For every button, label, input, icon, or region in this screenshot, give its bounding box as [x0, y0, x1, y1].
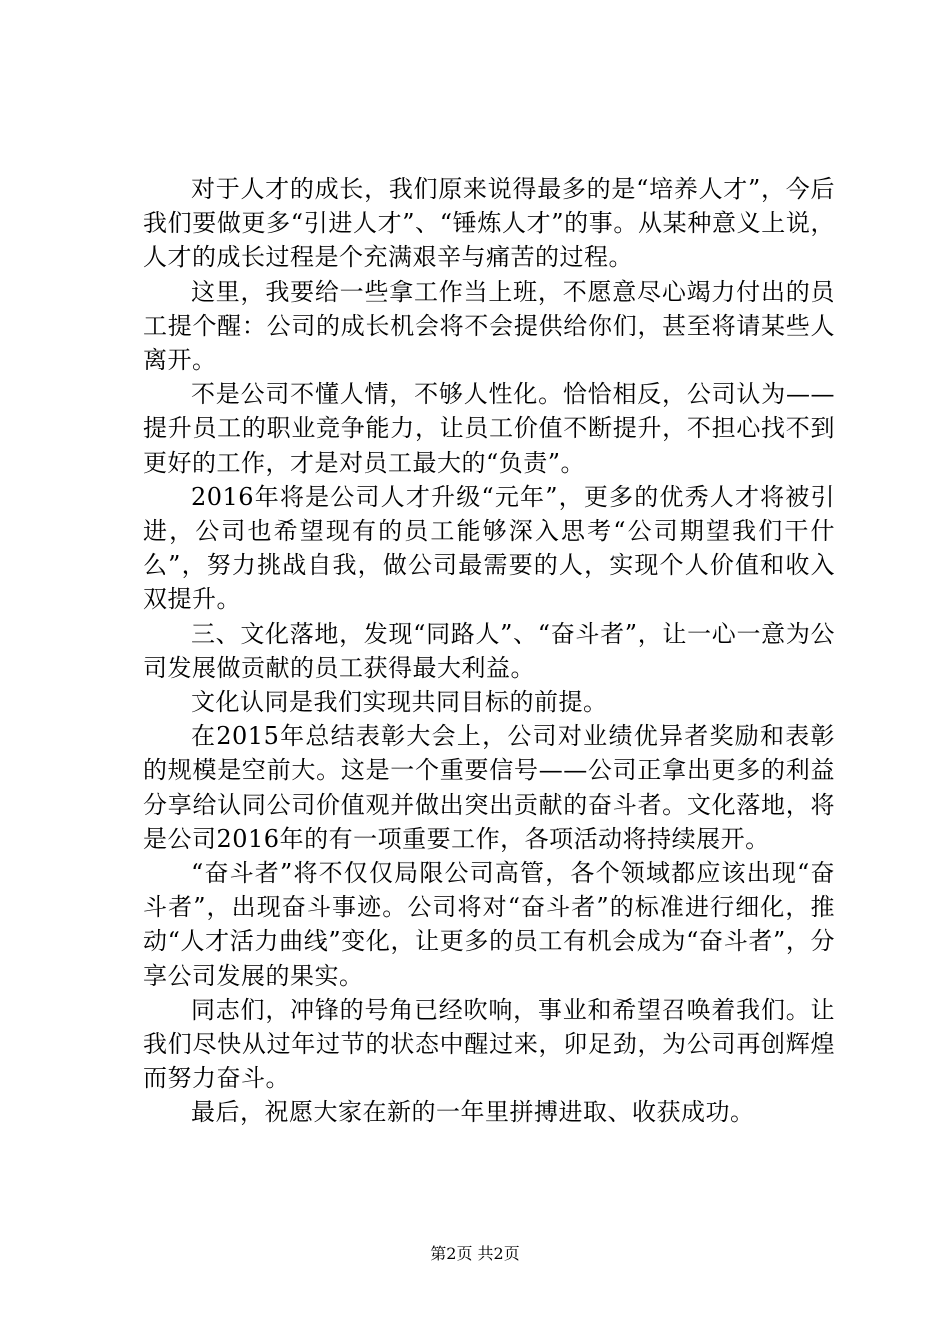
paragraph-6: 文化认同是我们实现共同目标的前提。: [191, 688, 608, 717]
paragraph-3: 不是公司不懂人情，不够人性化。恰恰相反，公司认为——提升员工的职业竞争能力，让员工价值不断提升，不担心找不到更好的工作，才是对员工最大的“负责”。: [143, 380, 835, 477]
paragraph-9: 同志们，冲锋的号角已经吹响，事业和希望召唤着我们。让我们尽快从过年过节的状态中醒过来，卯足劲，为公司再创辉煌而努力奋斗。: [143, 995, 835, 1093]
paragraph-2: 这里，我要给一些拿工作当上班，不愿意尽心竭力付出的员工提个醒：公司的成长机会将不会提供给你们，甚至将请某些人离开。: [143, 277, 835, 375]
paragraph-10: 最后，祝愿大家在新的一年里拼搏进取、收获成功。: [191, 1098, 755, 1127]
paragraph-5-section-heading: 三、文化落地，发现“同路人”、“奋斗者”，让一心一意为公司发展做贡献的员工获得最大利益。: [143, 619, 835, 682]
paragraph-4: 2016年将是公司人才升级“元年”，更多的优秀人才将被引进，公司也希望现有的员工能够深入思考“公司期望我们干什么”，努力挑战自我，做公司最需要的人，实现个人价值和收入双提升。: [143, 482, 835, 614]
paragraph-8: “奋斗者”将不仅仅局限公司高管，各个领域都应该出现“奋斗者”，出现奋斗事迹。公司将对“奋斗者”的标准进行细化，推动“人才活力曲线”变化，让更多的员工有机会成为“奋斗者”，分享公司发展的果实。: [143, 859, 835, 990]
page-number-footer: 第2页 共2页: [430, 1244, 520, 1263]
paragraph-1: 对于人才的成长，我们原来说得最多的是“培养人才”，今后我们要做更多“引进人才”、“锤炼人才”的事。从某种意义上说，人才的成长过程是个充满艰辛与痛苦的过程。: [143, 175, 835, 272]
document-body: [143, 172, 835, 1130]
paragraph-7: 在2015年总结表彰大会上，公司对业绩优异者奖励和表彰的规模是空前大。这是一个重要信号——公司正拿出更多的利益分享给认同公司价值观并做出突出贡献的奋斗者。文化落地，将是公司2016年的有一项重要工作，各项活动将持续展开。: [143, 722, 835, 853]
